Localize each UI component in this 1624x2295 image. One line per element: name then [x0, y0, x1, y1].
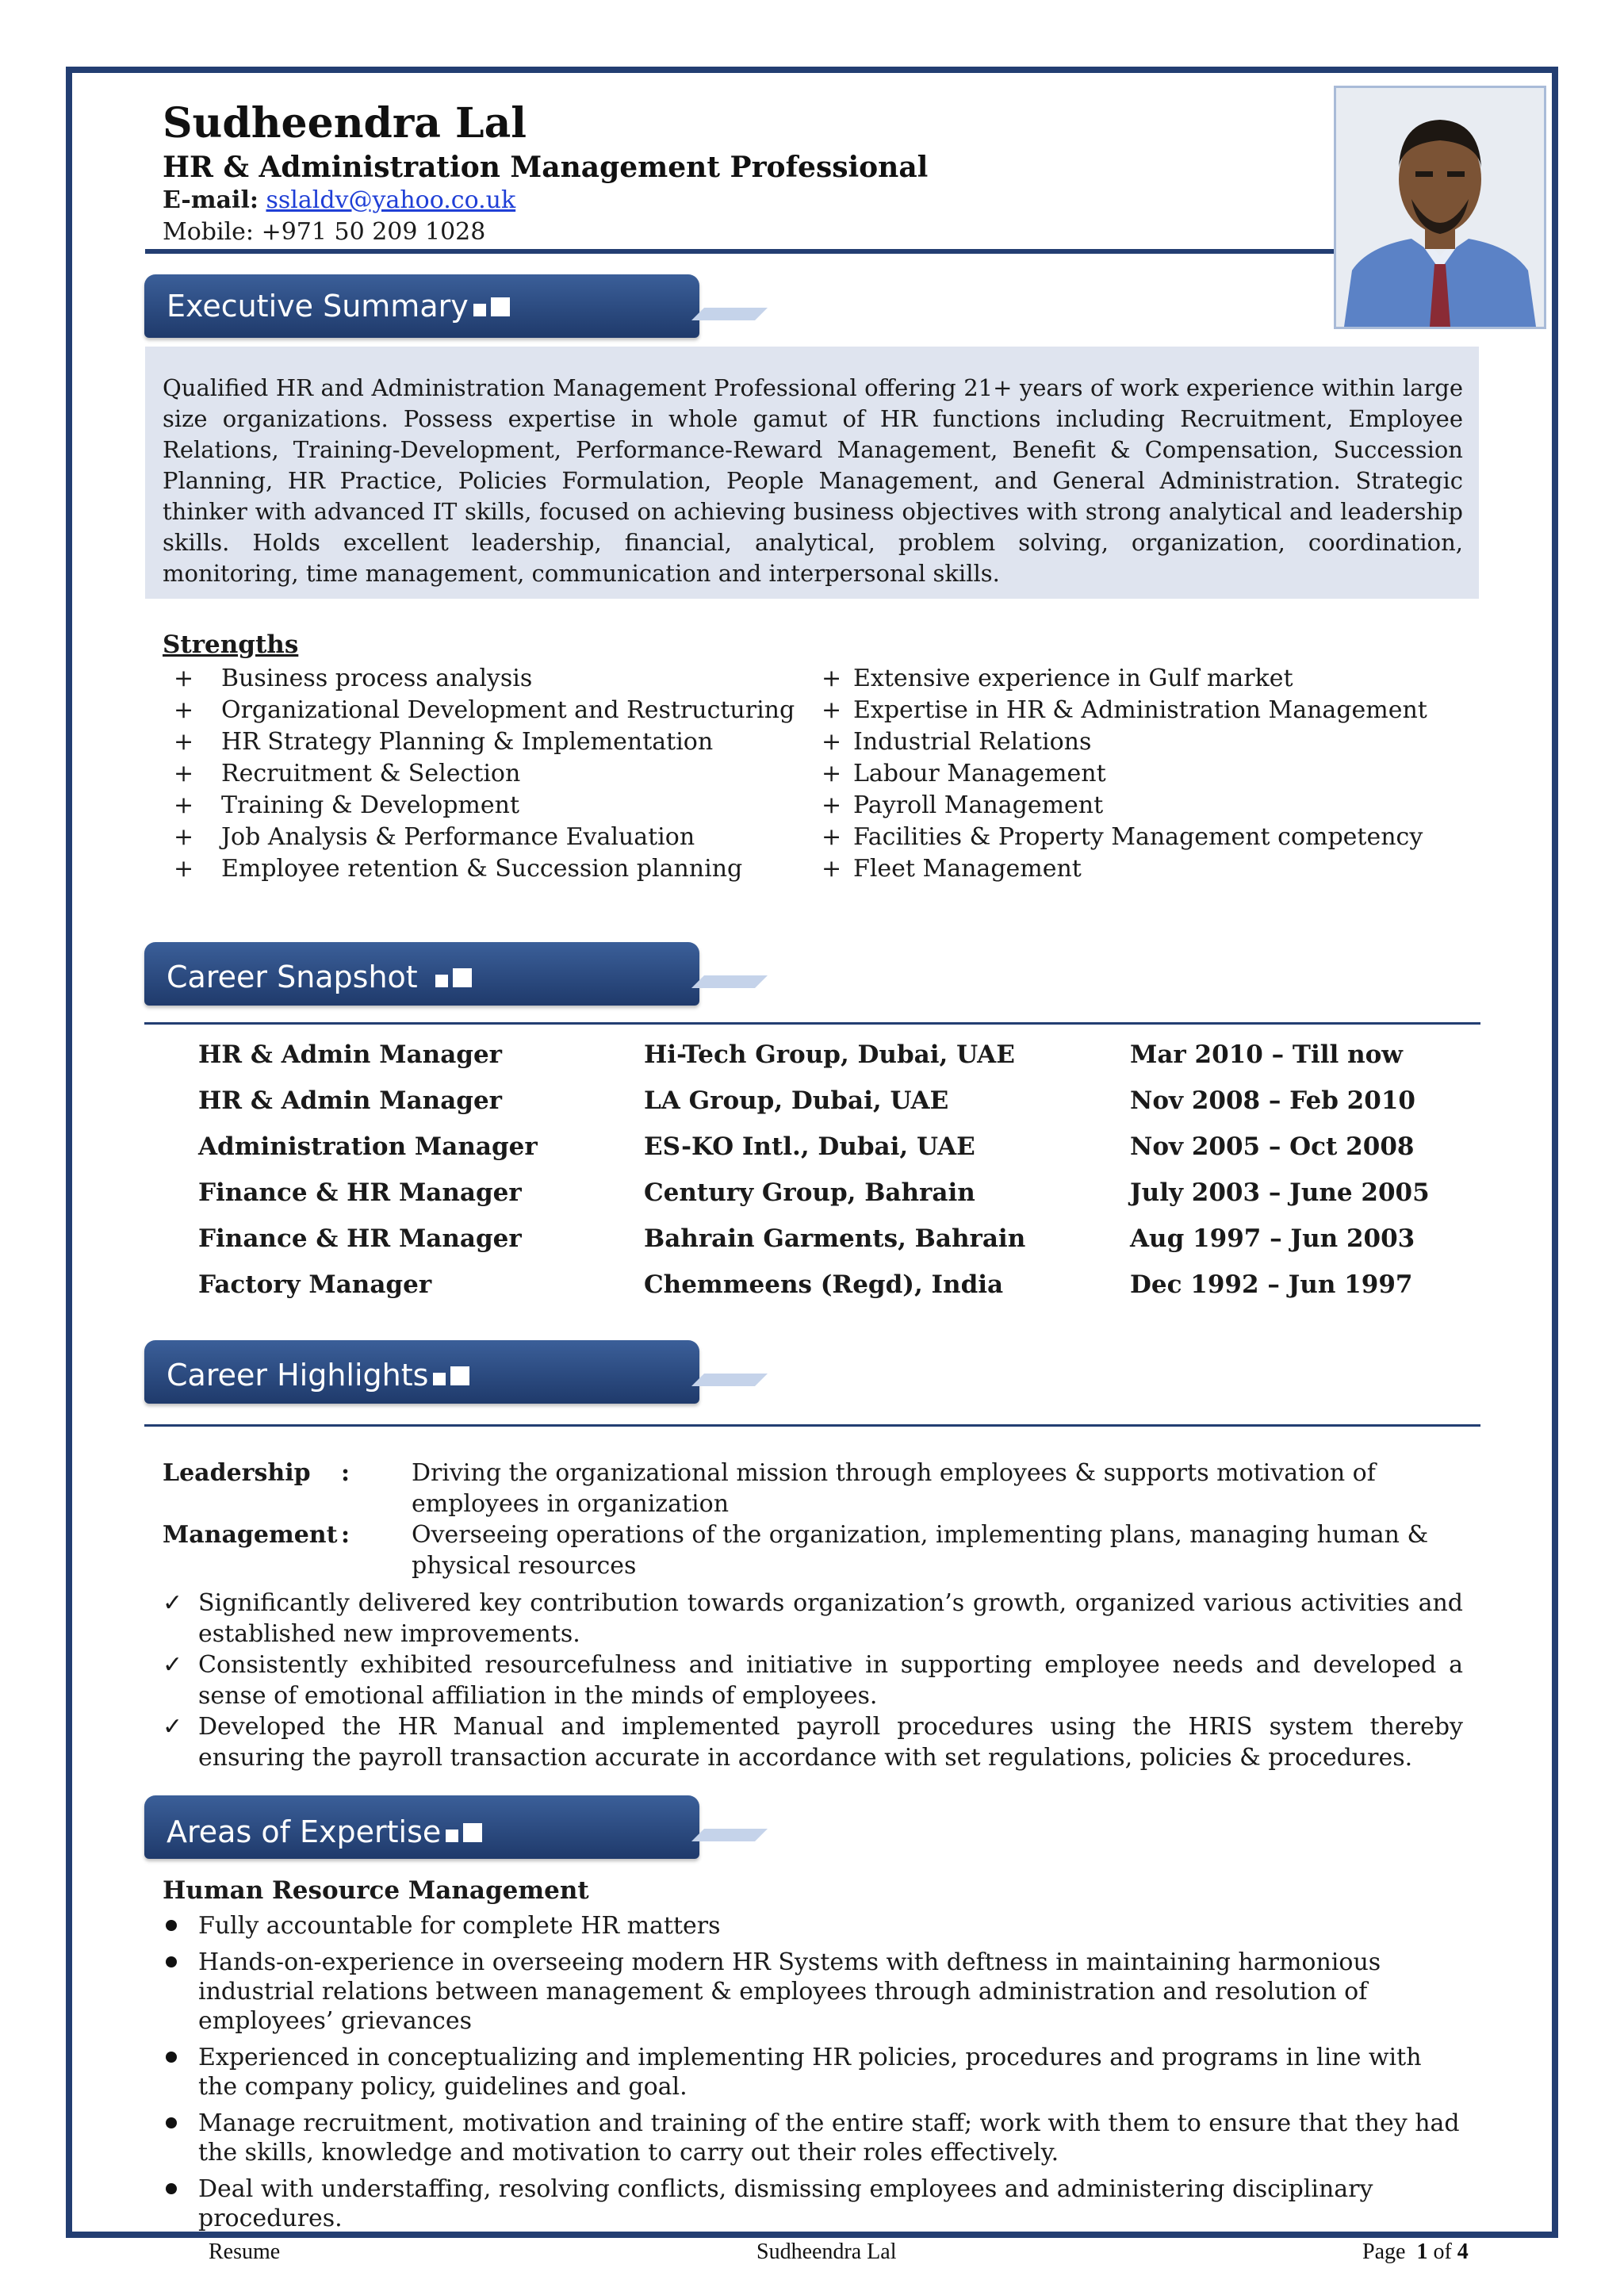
bullet-icon — [166, 1956, 177, 1967]
strengths-list-right — [810, 663, 1427, 885]
career-snapshot-banner-tail — [691, 975, 768, 988]
bullet-icon — [166, 2052, 177, 2063]
list-item: + Job Analysis & Performance Evaluation — [174, 823, 695, 851]
list-item: ✓ Consistently exhibited resourcefulness and initiative in supporting employee needs and developed a sense of emotional affiliation in the minds of employees. — [163, 1651, 1463, 1710]
email-label: E-mail: — [163, 186, 259, 214]
list-item: ✓ Developed the HR Manual and implemented payroll procedures using the HRIS system thereby ensuring the payroll transaction accurate in accordance with set regulations, policies & procedures. — [163, 1713, 1463, 1772]
expertise-list — [163, 1911, 1463, 2240]
list-item: + Expertise in HR & Administration Management — [822, 696, 1427, 724]
career-highlights-banner — [144, 1340, 699, 1404]
executive-summary-banner-tail — [691, 308, 768, 320]
check-icon: ✓ — [163, 1713, 183, 1741]
strengths-heading: Strengths — [163, 630, 299, 659]
executive-summary-banner — [144, 274, 699, 338]
career-snapshot-table — [198, 1040, 1435, 1316]
profile-photo-image — [1336, 88, 1544, 327]
bullet-icon — [166, 1920, 177, 1931]
list-item: + HR Strategy Planning & Implementation — [174, 728, 714, 756]
header-divider — [145, 249, 1335, 254]
list-item: Manage recruitment, motivation and training of the entire staff; work with them to ensure that they had the skills, knowledge and motivation to carry out their roles effectively. — [163, 2109, 1463, 2167]
list-item: + Industrial Relations — [822, 728, 1092, 756]
profile-photo — [1334, 86, 1546, 329]
list-item: Hands-on-experience in overseeing modern HR Systems with deftness in maintaining harmonious industrial relations between management & employees through administration and resolution of employees’ grievances — [163, 1948, 1463, 2036]
list-item: + Employee retention & Succession planning — [174, 855, 743, 883]
footer-left: Resume — [209, 2239, 281, 2264]
expertise-subheading: Human Resource Management — [163, 1876, 589, 1905]
list-item: + Payroll Management — [822, 791, 1104, 819]
list-item: ✓ Significantly delivered key contribution towards organization’s growth, organized various activities and established new improvements. — [163, 1589, 1463, 1648]
list-item: + Facilities & Property Management competency — [822, 823, 1423, 851]
table-row: Administration Manager ES-KO Intl., Dubai, UAE Nov 2005 – Oct 2008 — [198, 1132, 1415, 1161]
table-row: HR & Admin Manager LA Group, Dubai, UAE Nov 2008 – Feb 2010 — [198, 1086, 1415, 1115]
career-snapshot-banner — [144, 942, 699, 1006]
bullet-icon — [166, 2183, 177, 2194]
career-snapshot-divider — [144, 1022, 1480, 1025]
highlight-checklist — [163, 1588, 1463, 1773]
mobile-line: Mobile: +971 50 209 1028 — [163, 218, 486, 246]
highlight-management: Management : Overseeing operations of the organization, implementing plans, managing human & physical resources — [163, 1521, 1429, 1580]
candidate-name: Sudheendra Lal — [163, 99, 527, 148]
email-link[interactable]: sslaldv@yahoo.co.uk — [266, 186, 516, 214]
check-icon: ✓ — [163, 1589, 183, 1617]
footer-page-number: Page 1 of 4 — [1362, 2239, 1469, 2264]
areas-of-expertise-banner — [144, 1795, 699, 1859]
strengths-list-left — [163, 663, 795, 885]
table-row: Finance & HR Manager Bahrain Garments, Bahrain Aug 1997 – Jun 2003 — [198, 1224, 1415, 1253]
bullet-icon — [166, 2117, 177, 2128]
table-row: Factory Manager Chemmeens (Regd), India Dec 1992 – Jun 1997 — [198, 1270, 1413, 1299]
candidate-title: HR & Administration Management Professional — [163, 151, 929, 184]
list-item: + Organizational Development and Restructuring — [174, 696, 795, 724]
career-snapshot-heading: Career Snapshot — [167, 960, 418, 994]
summary-paragraph: Qualified HR and Administration Management Professional offering 21+ years of work experience within large size organizations. Possess expertise in whole gamut of HR functions including Recruitment, Employee Relations, Training-Development, Performance-Reward Management, Benefit & Compensation, Succession Planning, HR Practice, Policies Formulation, People Management, and General Administration. Strategic thinker with advanced IT skills, focused on achieving business objectives with strong analytical and leadership skills. Holds excellent leadership, financial, analytical, problem solving, organization, coordination, monitoring, time management, communication and interpersonal skills. — [163, 374, 1463, 587]
list-item: + Training & Development — [174, 791, 519, 819]
list-item: + Recruitment & Selection — [174, 760, 521, 787]
list-item: Experienced in conceptualizing and implementing HR policies, procedures and programs in line with the company policy, guidelines and goal. — [163, 2043, 1463, 2102]
list-item: + Business process analysis — [174, 665, 533, 692]
executive-summary-heading: Executive Summary — [167, 289, 469, 324]
list-item: + Fleet Management — [822, 855, 1082, 883]
list-item: + Extensive experience in Gulf market — [822, 665, 1293, 692]
table-row: HR & Admin Manager Hi-Tech Group, Dubai, UAE Mar 2010 – Till now — [198, 1040, 1403, 1069]
list-item: Deal with understaffing, resolving conflicts, dismissing employees and administering disciplinary procedures. — [163, 2174, 1463, 2233]
footer-center: Sudheendra Lal — [756, 2239, 897, 2264]
career-highlights-heading: Career Highlights — [167, 1358, 429, 1393]
table-row: Finance & HR Manager Century Group, Bahrain July 2003 – June 2005 — [198, 1178, 1430, 1207]
list-item: + Labour Management — [822, 760, 1106, 787]
check-icon: ✓ — [163, 1651, 183, 1679]
list-item: Fully accountable for complete HR matters — [163, 1911, 1463, 1941]
career-highlights-divider — [144, 1424, 1480, 1427]
areas-of-expertise-heading: Areas of Expertise — [167, 1814, 442, 1849]
email-line — [163, 186, 515, 214]
areas-of-expertise-banner-tail — [691, 1829, 768, 1841]
highlight-leadership: Leadership : Driving the organizational mission through employees & supports motivation of employees in organization — [163, 1459, 1376, 1518]
career-highlights-banner-tail — [691, 1374, 768, 1386]
